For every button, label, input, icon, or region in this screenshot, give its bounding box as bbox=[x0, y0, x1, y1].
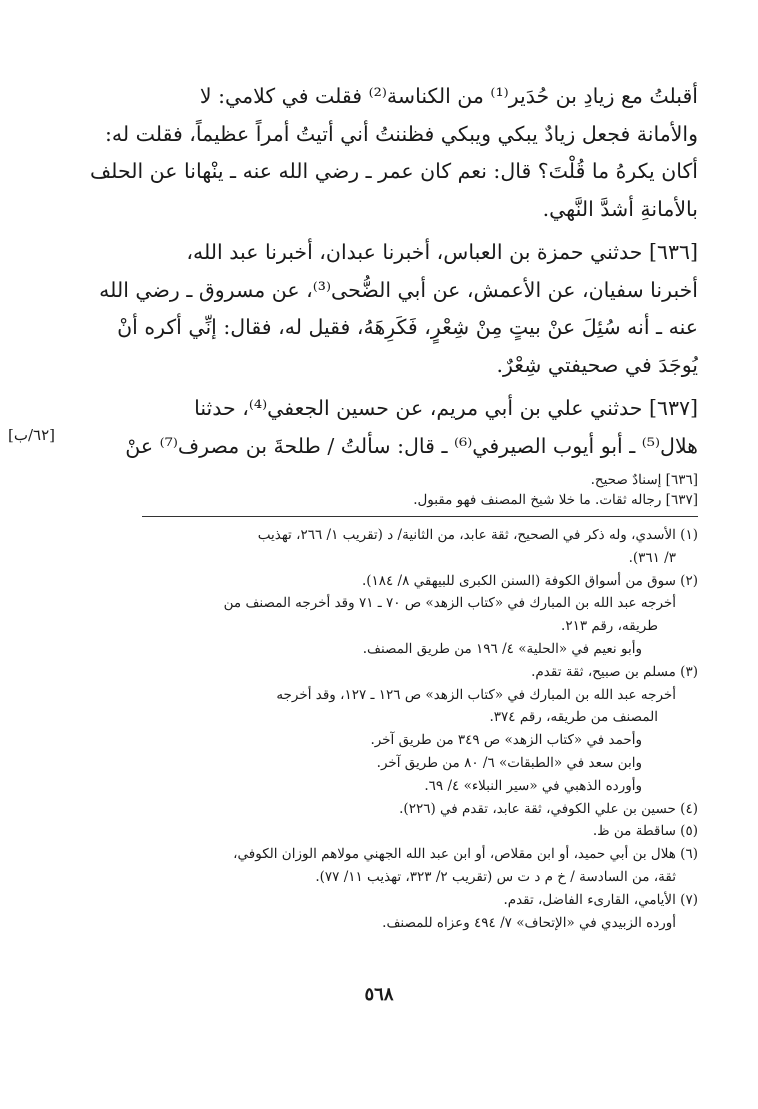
manuscript-folio-marker: [٦٢/ب] bbox=[8, 426, 56, 444]
page-number: ٥٦٨ bbox=[364, 984, 394, 1005]
footnote-line: (١) الأسدي، وله ذكر في الصحيح، ثقة عابد، من الثانية/ د (تقريب ١/ ٢٦٦، تهذيب bbox=[257, 527, 698, 543]
footnote-line: أخرجه عبد الله بن المبارك في «كتاب الزهد» ص ٧٠ ـ ٧١ وقد أخرجه المصنف من bbox=[223, 595, 676, 612]
main-line: أقبلتُ مع زيادِ بن حُدَير⁽¹⁾ من الكناسة⁽²⁾ فقلت في كلامي: لا bbox=[199, 84, 698, 108]
footnote-line: وأحمد في «كتاب الزهد» ص ٣٤٩ من طريق آخر. bbox=[370, 732, 642, 749]
main-line: أخبرنا سفيان، عن الأعمش، عن أبي الضُّحى⁽³⁾، عن مسروق ـ رضي الله bbox=[99, 277, 698, 302]
footnote-divider bbox=[142, 516, 698, 517]
footnote-line: طريقه، رقم ٢١٣. bbox=[561, 618, 658, 635]
footnote-line: (٧) الأيامي، القارىء الفاضل، تقدم. bbox=[503, 891, 698, 908]
main-line: والأمانة فجعل زيادٌ يبكي ويبكي فظننتُ أني أتيتُ أمراً عظيماً، فقلت له: bbox=[105, 121, 698, 146]
main-line-hadith-637: [٦٣٧] حدثني علي بن أبي مريم، عن حسين الجعفي⁽⁴⁾، حدثنا bbox=[194, 396, 698, 420]
footnote-line: ٣/ ٣٦١). bbox=[628, 549, 676, 566]
main-line: يُوجَدَ في صحيفتي شِعْرٌ. bbox=[496, 352, 698, 377]
main-line-hadith-636: [٦٣٦] حدثني حمزة بن العباس، أخبرنا عبدان، أخبرنا عبد الله، bbox=[186, 240, 698, 264]
isnad-note: [٦٣٧] رجاله ثقات. ما خلا شيخ المصنف فهو مقبول. bbox=[413, 492, 698, 508]
isnad-note: [٦٣٦] إسنادٌ صحيح. bbox=[590, 472, 698, 488]
footnote-line: (٣) مسلم بن صبيح، ثقة تقدم. bbox=[531, 663, 698, 680]
main-line: أكان يكرهُ ما قُلْتَ؟ قال: نعم كان عمر ـ رضي الله عنه ـ ينْهانا عن الحلف bbox=[89, 159, 698, 183]
footnote-line: (٥) ساقطة من ظ. bbox=[592, 823, 698, 840]
footnote-line: (٤) حسين بن علي الكوفي، ثقة عابد، تقدم في (٢٢٦). bbox=[399, 800, 698, 817]
footnote-line: وأورده الذهبي في «سير النبلاء» ٤/ ٦٩. bbox=[424, 777, 642, 794]
footnote-line: (٢) سوق من أسواق الكوفة (السنن الكبرى للبيهقي ٨/ ١٨٤). bbox=[361, 572, 698, 589]
main-line: بالأمانةِ أشدَّ النَّهي. bbox=[542, 196, 698, 221]
isnad-notes bbox=[82, 470, 698, 510]
main-text-block bbox=[82, 78, 698, 465]
footnote-line: المصنف من طريقه، رقم ٣٧٤. bbox=[489, 709, 658, 726]
footnote-line: وأبو نعيم في «الحلية» ٤/ ١٩٦ من طريق المصنف. bbox=[362, 640, 642, 657]
main-line: هلال⁽⁵⁾ ـ أبو أيوب الصيرفي⁽⁶⁾ ـ قال: سألتُ / طلحةَ بن مصرف⁽⁷⁾ عنْ bbox=[125, 433, 698, 458]
main-line: عنه ـ أنه سُئِلَ عنْ بيتٍ مِنْ شِعْرٍ، فَكَرِهَهُ، فقيل له، فقال: إنِّي أكره أنْ bbox=[117, 315, 698, 339]
footnote-line: أورده الزبيدي في «الإتحاف» ٧/ ٤٩٤ وعزاه للمصنف. bbox=[382, 914, 676, 931]
footnote-line: (٦) هلال بن أبي حميد، أو ابن مقلاص، أو ابن عبد الله الجهني مولاهم الوزان الكوفي، bbox=[233, 846, 698, 863]
footnotes bbox=[82, 524, 698, 934]
footnote-line: ثقة، من السادسة / خ م د ت س (تقريب ٢/ ٣٢٣، تهذيب ١١/ ٧٧). bbox=[315, 868, 676, 885]
footnote-line: أخرجه عبد الله بن المبارك في «كتاب الزهد» ص ١٢٦ ـ ١٢٧، وقد أخرجه bbox=[276, 686, 676, 703]
footnote-line: وابن سعد في «الطبقات» ٦/ ٨٠ من طريق آخر. bbox=[376, 754, 642, 771]
